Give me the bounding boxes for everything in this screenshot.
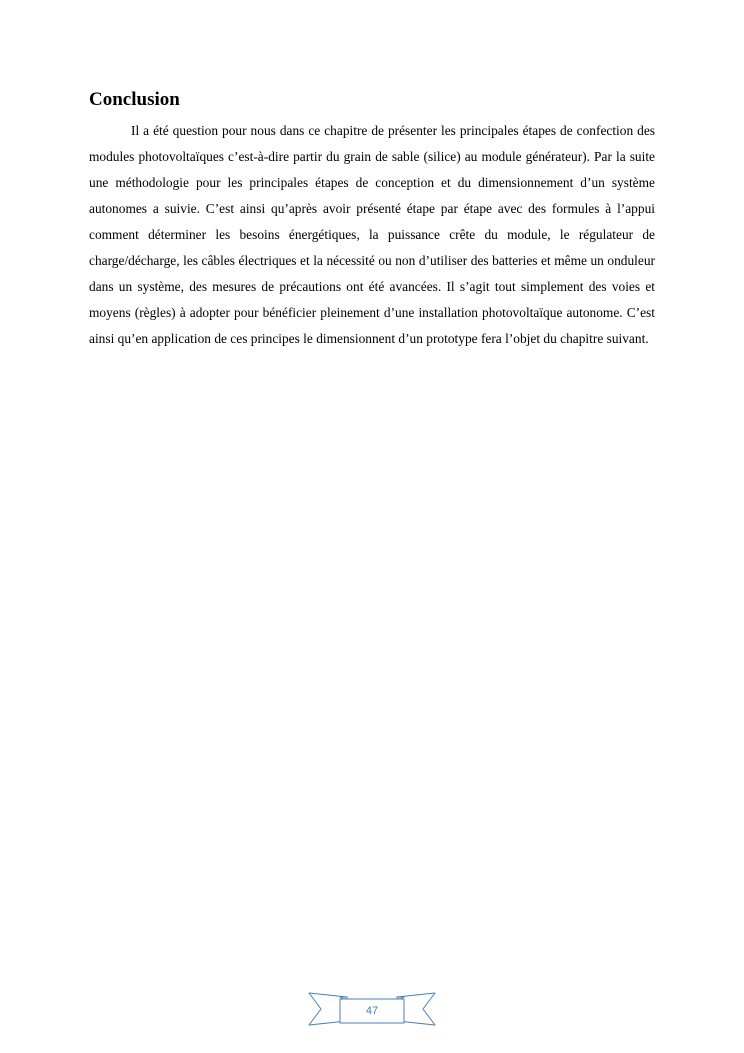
page-number: 47	[365, 1005, 379, 1017]
section-heading: Conclusion	[89, 89, 180, 110]
conclusion-paragraph: Il a été question pour nous dans ce chapitre de présenter les principales étapes de confection des modules photovoltaïques c’est-à-dire partir du grain de sable (silice) au module générateur). Par la suite une méthodologie pour les principales étapes de conception et du dimensionnement d’un système autonomes a suivie. C’est ainsi qu’après avoir présenté étape par étape avec des formules à l’appui comment déterminer les besoins énergétiques, la puissance crête du module, le régulateur de charge/décharge, les câbles électriques et la nécessité ou non d’utiliser des batteries et même un onduleur dans un système, des mesures de précautions ont été avancées. Il s’agit tout simplement des voies et moyens (règles) à adopter pour bénéficier pleinement d’une installation photovoltaïque autonome. C’est ainsi qu’en application de ces principes le dimensionnent d’un prototype fera l’objet du chapitre suivant.	[89, 123, 655, 346]
